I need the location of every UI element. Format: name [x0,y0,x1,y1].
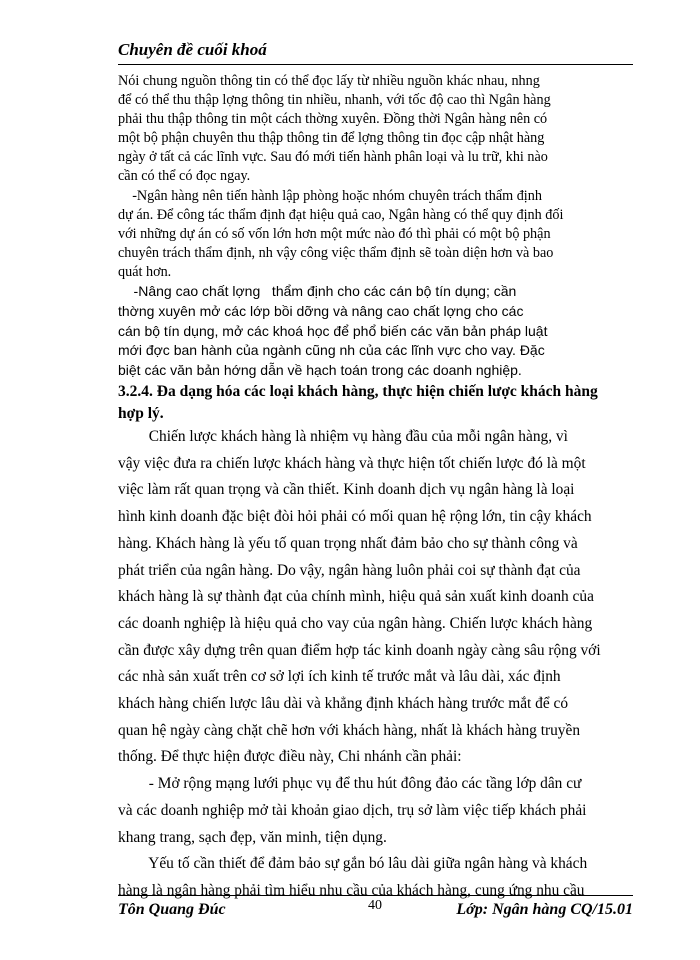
text-line: - Mở rộng mạng lưới phục vụ để thu hút đông đảo các tầng lớp dân cư [118,775,582,793]
heading-line: 3.2.4. Đa dạng hóa các loại khách hàng, thực hiện chiến lược khách hàng [118,383,598,401]
text-line: cần có thể có đọc ngay. [118,168,251,185]
page-footer [118,895,633,926]
text-line: hàng. Khách hàng là yếu tố quan trọng nhất đảm bảo cho sự thành công và [118,534,578,552]
page-number: 40 [368,898,382,913]
text-line: việc làm rất quan trọng và cần thiết. Kinh doanh dịch vụ ngân hàng là loại [118,481,575,499]
text-line: chuyên trách thẩm định, nh vậy công việc thẩm định sẽ toàn diện hơn và bao [118,244,554,261]
paragraph-appraisal-quality [118,282,633,381]
footer-class: Lớp: Ngân hàng CQ/15.01 [456,901,633,918]
text-line: mới đợc ban hành của ngành cũng nh của các lĩnh vực cho vay. Đặc [118,342,545,359]
text-line: khách hàng là sự thành đạt của chính mình, hiệu quả sản xuất kinh doanh của [118,588,594,606]
text-line: phát triển của ngân hàng. Do vậy, ngân hàng luôn phải coi sự thành đạt của [118,561,581,579]
text-line: thờng xuyên mở các lớp bồi dỡng và nâng cao chất lợng cho các [118,302,524,319]
footer-author: Tôn Quang Đúc [118,901,226,918]
text-line: Nói chung nguồn thông tin có thể đọc lấy từ nhiều nguồn khác nhau, nhng [118,73,540,89]
text-line: Yếu tố cần thiết để đảm bảo sự gắn bó lâu dài giữa ngân hàng và khách [118,855,588,873]
page-header [118,38,633,65]
text-line: khang trang, sạch đẹp, văn minh, tiện dụng. [118,828,387,846]
text-line: -Ngân hàng nên tiến hành lập phòng hoặc nhóm chuyên trách thẩm định [118,187,542,204]
text-line: dự án. Để công tác thẩm định đạt hiệu quả cao, Ngân hàng có thể quy định đối [118,206,564,223]
text-line: phải thu thập thông tin một cách thờng xuyên. Đồng thời Ngân hàng nên có [118,111,548,128]
text-line: cán bộ tín dụng, mở các khoá học để phổ biến các văn bản pháp luật [118,322,548,339]
text-line: thống. Để thực hiện được điều này, Chi nhánh cần phải: [118,748,462,766]
text-line: các doanh nghiệp là hiệu quả cho vay của ngân hàng. Chiến lược khách hàng [118,614,593,632]
header-title: Chuyên đề cuối khoá [118,40,267,59]
text-line: -Nâng cao chất lợng thẩm định cho các cán bộ tín dụng; cần [118,283,517,300]
text-line: ngày ở tất cả các lĩnh vực. Sau đó mới tiến hành phân loại và lu trữ, khi nào [118,149,548,166]
text-line: khách hàng chiến lược lâu dài và khẳng định khách hàng trước mắt để có [118,695,569,713]
heading-line: hợp lý. [118,404,164,422]
paragraph-customer-strategy [118,424,633,905]
section-heading [118,381,633,424]
text-line: biệt các văn bản hớng dẫn về hạch toán trong các doanh nghiệp. [118,362,522,379]
text-line: vậy việc đưa ra chiến lược khách hàng và thực hiện tốt chiến lược đó là một [118,454,586,472]
text-line: cần được xây dựng trên quan điểm hợp tác kinh doanh ngày càng sâu rộng với [118,641,601,659]
paragraph-appraisal-team [118,187,633,282]
text-line: một bộ phận chuyên thu thập thông tin để lợng thông tin đọc cập nhật hàng [118,130,545,147]
text-line: và các doanh nghiệp mở tài khoản giao dịch, trụ sở làm việc tiếp khách phải [118,801,587,819]
text-line: để có thể thu thập lợng thông tin nhiều, nhanh, với tốc độ cao thì Ngân hàng [118,92,551,109]
text-line: quát hơn. [118,263,172,280]
text-line: các nhà sản xuất trên cơ sở lợi ích kinh tế trước mắt và lâu dài, xác định [118,668,561,686]
text-line: hàng là ngân hàng phải tìm hiểu nhu cầu của khách hàng, cung ứng nhu cầu [118,881,585,899]
page-body [118,72,633,905]
text-line: Chiến lược khách hàng là nhiệm vụ hàng đầu của mỗi ngân hàng, vì [118,428,568,446]
text-line: quan hệ ngày càng chặt chẽ hơn với khách hàng, nhất là khách hàng truyền [118,721,581,739]
paragraph-information-sources [118,72,633,187]
text-line: hình kinh doanh đặc biệt đòi hỏi phải có mối quan hệ rộng lớn, tin cậy khách [118,508,592,526]
text-line: với những dự án có số vốn lớn hơn một mức nào đó thì phải có một bộ phận [118,225,551,242]
